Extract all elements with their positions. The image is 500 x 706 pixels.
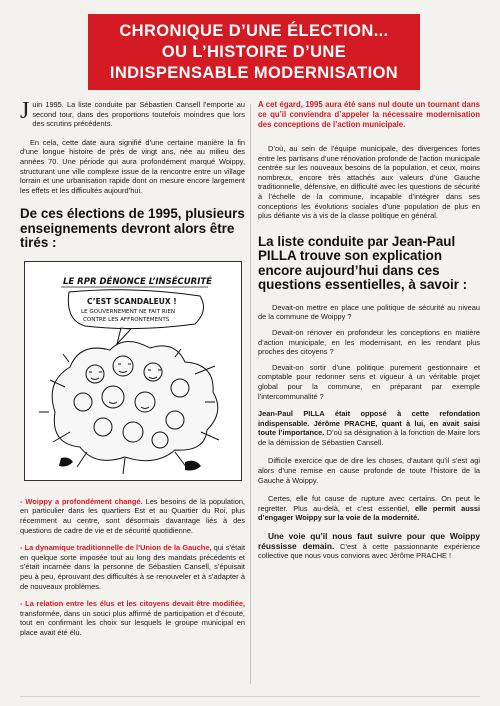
question-item: Devait-on rénover en profondeur les conceptions en matière d’action municipale, en les modernisant, en les rendant plus proches des citoyens ? bbox=[258, 327, 480, 357]
lessons-list bbox=[20, 497, 245, 638]
prache-paragraph bbox=[258, 409, 480, 447]
difficulty-paragraph: Difficile exercice que de dire les choses, d’autant qu’il s’est agi alors d’une remise en cause profonde de toute l’histoire de la Gauche à Woippy. bbox=[258, 456, 480, 485]
right-column bbox=[258, 100, 480, 570]
lesson-label: - Woippy a profondément changé. bbox=[20, 496, 143, 506]
title-line-2: OU L’HISTOIRE D’UNE bbox=[161, 42, 347, 61]
question-item: Devait-on sortir d’une politique purement gestionnaire et comptable pour redonner sens et vigueur à un véritable projet global pour la commune, en préparant par exemple l’intercommunalité ? bbox=[258, 362, 480, 401]
prache-text: D’où sa désignation à la fonction de Maire lors de la démission de Sébastien Cansell. bbox=[258, 428, 480, 447]
intro-text: uin 1995. La liste conduite par Sébastien Cansell l’emporte au second tour, dans des proportions toutefois moindres que lors des scrutins précédents. bbox=[32, 100, 245, 129]
bubble-line-3: CONTRE LES AFFRONTEMENTS bbox=[83, 316, 170, 323]
question-item: Devait-on mettre en place une politique de sécurité au niveau de la commune de Woippy ? bbox=[258, 302, 480, 322]
cartoon-caption: LE RPR DÉNONCE L’INSÉCURITÉ bbox=[63, 276, 212, 287]
closing-bold-text: Une voie qu’il nous faut suivre pour que Woippy réussisse demain. bbox=[258, 531, 480, 551]
lesson-text: transformée, dans un souci plus affirmé de participation et d’écoute, tout en confirmant les choix sur lesquels le groupe municipal en place avait été élu. bbox=[20, 608, 245, 637]
rupture-paragraph bbox=[258, 494, 480, 523]
closing-text: C’est à cette passionnante expérience collective que nous vous convions avec Jérôme PRACHE ! bbox=[258, 541, 480, 561]
intro-paragraph bbox=[20, 100, 245, 129]
closing-paragraph bbox=[258, 532, 480, 561]
lesson-item bbox=[20, 599, 245, 637]
lessons-heading: De ces élections de 1995, plusieurs enseignements devront alors être tirés : bbox=[20, 206, 245, 251]
title-banner bbox=[88, 14, 420, 90]
lesson-item bbox=[20, 497, 245, 535]
title-line-3: INDISPENSABLE MODERNISATION bbox=[109, 63, 399, 82]
lesson-text: qui s’était en quelque sorte imposée tout au long des mandats précédents et s’était incarnée dans la personne de Sébastien Cansell, s’épuisait peu à peu, éprouvant des difficultés à se renouveler et à s’adapter à de nouveaux problèmes. bbox=[20, 543, 245, 591]
title-line-1: CHRONIQUE D’UNE ÉLECTION... bbox=[119, 21, 389, 40]
column-divider bbox=[250, 104, 251, 684]
rupture-bold-text: elle permit aussi d’engager Woippy sur la voie de la modernité. bbox=[258, 503, 480, 523]
bubble-line-1: C’EST SCANDALEUX ! bbox=[87, 296, 177, 306]
left-column bbox=[20, 100, 245, 646]
cartoon-illustration bbox=[24, 261, 242, 481]
page-bottom-rule bbox=[20, 696, 480, 697]
turning-point-paragraph: A cet égard, 1995 aura été sans nul doute un tournant dans ce qu’il conviendra d’appeler la nécessaire modernisation des conceptions de l’action municipale. bbox=[258, 100, 480, 129]
lesson-label: - La relation entre les élus et les citoyens devait être modifiée, bbox=[20, 599, 245, 609]
pilla-list-heading: La liste conduite par Jean-Paul PILLA trouve son explication encore aujourd’hui dans ces questions essentielles, à savoir : bbox=[258, 233, 468, 293]
cartoon-drawing bbox=[25, 262, 241, 480]
rupture-text: Certes, elle fut cause de rupture avec certains. On peut le regretter. Plus au-delà, et c’est essentiel, bbox=[258, 494, 480, 513]
lesson-label: - La dynamique traditionnelle de l’Union de la Gauche, bbox=[20, 543, 212, 553]
bubble-line-2: LE GOUVERNEMENT NE FAIT RIEN bbox=[81, 308, 176, 315]
lesson-item bbox=[20, 543, 245, 591]
prache-bold-text: Jean-Paul PILLA était opposé à cette refondation indispensable. Jérôme PRACHE, quant à lui, en avait saisi toute l’importance. bbox=[258, 409, 480, 438]
divergences-paragraph: D’où, au sein de l’équipe municipale, des divergences fortes entre les partisans d’une rénovation profonde de l’action municipale centrée sur les nouveaux besoins de la population, et ceux, moins nombreux, encore très attachés aux valeurs d’une Gauche traditionnelle, défensive, en difficulté avec les questions de sécurité à l’échelle de la commune, incapable d’intégrer dans ses conceptions les évolutions sociales d’une population de plus en plus défiante vis à vis de la classe politique en général. bbox=[258, 144, 480, 221]
drop-cap: J bbox=[20, 98, 30, 124]
brawl-cloud bbox=[39, 341, 219, 474]
context-paragraph: En cela, cette date aura signifié d’une certaine manière la fin d’une longue histoire de près de vingt ans, née au milieu des années 70. Une période qui aura profondément marqué Woippy, structurant une ville complexe issue de la rencontre entre un village lorrain et une urbanisation rapide dont on mesure encore largement les effets et les difficultés aujourd’hui. bbox=[20, 137, 245, 195]
lesson-text: Les besoins de la population, en particulier dans les quartiers Est et au Quartier du Roi, plus récemment au centre, sont désormais davantage liés à des questions de cadre de vie et de sécurité quotidienne. bbox=[20, 496, 245, 535]
questions-list bbox=[258, 303, 480, 401]
